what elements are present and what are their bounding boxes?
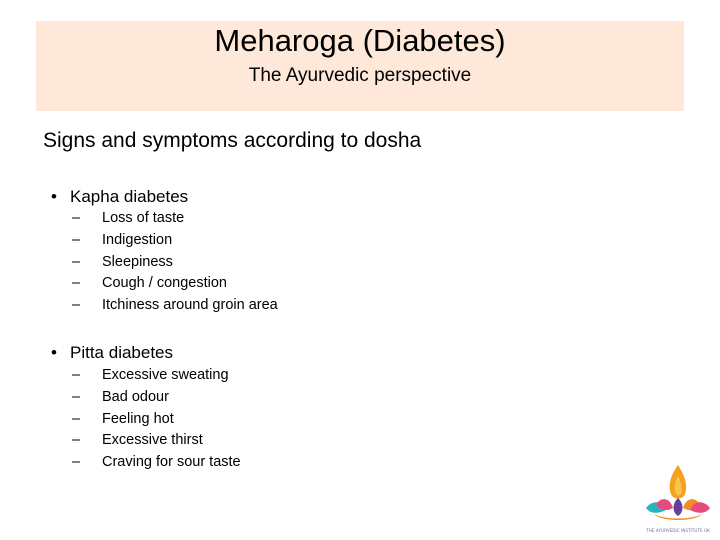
bullet-pitta-diabetes xyxy=(38,342,173,364)
list-item xyxy=(72,273,278,295)
list-item-text: Cough / congestion xyxy=(102,275,227,292)
list-item-text: Excessive sweating xyxy=(102,367,229,383)
list-item-text: Itchiness around groin area xyxy=(102,297,278,314)
kapha-symptom-list xyxy=(72,208,278,317)
title-band xyxy=(36,21,684,111)
slide-title: Meharoga (Diabetes) xyxy=(214,23,506,58)
list-item-text: Excessive thirst xyxy=(102,432,203,449)
pitta-symptom-list xyxy=(72,365,241,474)
list-item-text: Bad odour xyxy=(102,388,169,405)
dash-marker: – xyxy=(72,454,81,471)
list-item xyxy=(72,430,241,452)
slide-subtitle: The Ayurvedic perspective xyxy=(248,65,472,86)
list-item xyxy=(72,252,278,274)
list-item-text: Sleepiness xyxy=(102,253,173,270)
dash-marker: – xyxy=(72,410,81,427)
list-item-text: Loss of taste xyxy=(102,210,185,226)
list-item xyxy=(72,387,241,409)
dash-marker: – xyxy=(72,231,81,248)
dash-marker: – xyxy=(72,388,81,405)
list-item xyxy=(72,409,241,431)
dash-marker: – xyxy=(72,432,81,449)
dash-marker: – xyxy=(72,253,81,270)
dash-marker: – xyxy=(72,210,81,226)
list-item xyxy=(72,230,278,252)
bullet-label: Kapha diabetes xyxy=(70,187,189,206)
list-item xyxy=(72,208,278,230)
bullet-label: Pitta diabetes xyxy=(70,343,174,362)
list-item-text: Feeling hot xyxy=(102,410,174,427)
lotus-flame-logo-icon xyxy=(640,462,716,538)
dash-marker: – xyxy=(72,297,81,314)
list-item xyxy=(72,295,278,317)
section-heading: Signs and symptoms according to dosha xyxy=(43,129,422,152)
list-item-text: Indigestion xyxy=(102,231,173,248)
list-item xyxy=(72,452,241,474)
list-item-text: Craving for sour taste xyxy=(102,454,241,471)
bullet-dot-icon: • xyxy=(51,343,57,362)
petal-center xyxy=(674,498,683,516)
logo-text: THE AYURVEDIC INSTITUTE UK xyxy=(646,528,710,533)
bullet-dot-icon: • xyxy=(51,187,57,206)
dash-marker: – xyxy=(72,367,81,383)
dash-marker: – xyxy=(72,275,81,292)
bullet-kapha-diabetes xyxy=(38,186,188,208)
list-item xyxy=(72,365,241,387)
